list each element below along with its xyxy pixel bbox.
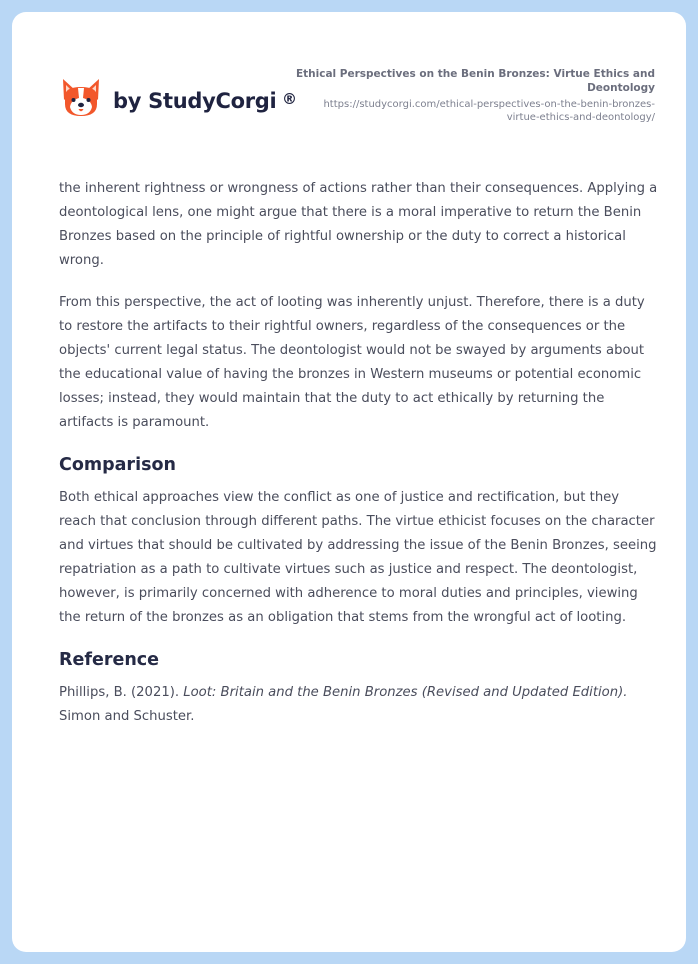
reference-heading: Reference <box>59 650 160 670</box>
corgi-icon <box>61 76 101 120</box>
paragraph-2: From this perspective, the act of looting was inherently unjust. Therefore, there is a duty to restore the artifacts to their rightful owners, regardless of the consequences or the objects' current legal status. The deontologist would not be swayed by arguments about the educational value of having the bronzes in Western museums or potential economic losses; instead, they would maintain that the duty to act ethically by returning the artifacts is paramount. <box>59 295 645 430</box>
document-title: Ethical Perspectives on the Benin Bronzes: Virtue Ethics and Deontology <box>295 68 655 94</box>
document-page <box>12 12 686 952</box>
studycorgi-logo[interactable] <box>61 76 297 120</box>
document-header <box>295 67 655 124</box>
document-body <box>59 177 659 729</box>
paragraph-3: Both ethical approaches view the conflict as one of justice and rectification, but they reach that conclusion through different paths. The virtue ethicist focuses on the character and virtues that should be cultivated by addressing the issue of the Benin Bronzes, seeing repatriation as a path to cultivate virtues such as justice and respect. The deontologist, however, is primarily concerned with adherence to moral duties and principles, viewing the return of the bronzes as an obligation that stems from the wrongful act of looting. <box>59 490 657 625</box>
reference-author: Phillips, B. (2021). <box>59 685 184 700</box>
document-url[interactable]: https://studycorgi.com/ethical-perspectives-on-the-benin-bronzes-virtue-ethics-and-deontology/ <box>323 99 655 123</box>
reference-publisher: Simon and Schuster. <box>59 709 195 724</box>
comparison-heading: Comparison <box>59 455 176 475</box>
registered-mark: ® <box>282 90 297 108</box>
reference-entry <box>59 681 659 729</box>
brand-name: by StudyCorgi <box>113 89 277 113</box>
paragraph-1: the inherent rightness or wrongness of actions rather than their consequences. Applying a deontological lens, one might argue that there is a moral imperative to return the Benin Bronzes based on the principle of rightful ownership or the duty to correct a historical wrong. <box>59 181 658 268</box>
reference-title: Loot: Britain and the Benin Bronzes (Revised and Updated Edition). <box>183 685 628 700</box>
